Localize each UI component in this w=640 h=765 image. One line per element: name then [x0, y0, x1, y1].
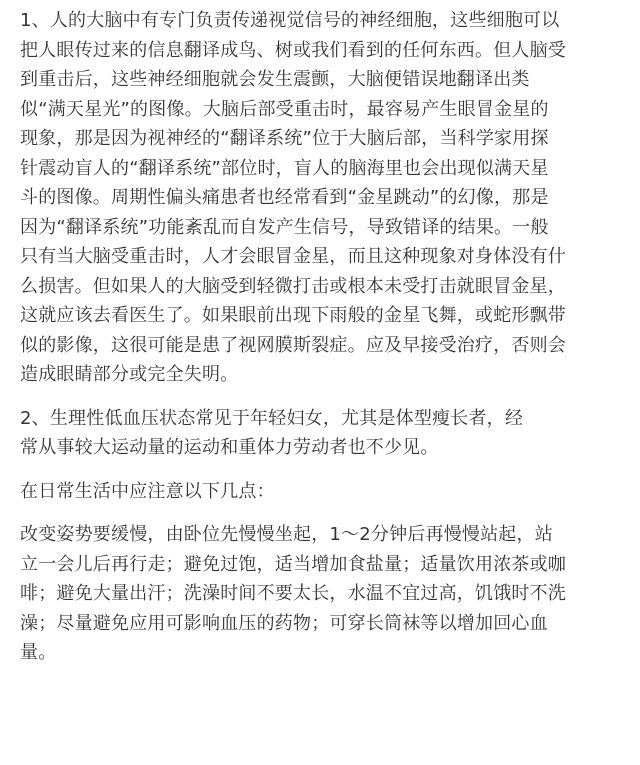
text-line: 立一会儿后再行走；避免过饱，适当增加食盐量；适量饮用浓茶或咖	[20, 553, 566, 575]
paragraph-spacer	[20, 463, 620, 477]
text-line: 常从事较大运动量的运动和重体力劳动者也不少见。	[20, 437, 439, 458]
text-line: 似的影像，这很可能是患了视网膜斯裂症。应及早接受治疗，否则会	[20, 334, 566, 356]
text-line: 量。	[20, 642, 57, 663]
paragraph-daily-tips	[20, 520, 620, 668]
text-line: 只有当大脑受重击时，人才会眼冒金星，而且这种现象对身体没有什	[20, 246, 566, 267]
text-line: 2、生理性低血压状态常见于年轻妇女，尤其是体型瘦长者，经	[20, 407, 524, 429]
text-line: 针震动盲人的“翻译系统”部位时，盲人的脑海里也会出现似满天星	[20, 157, 549, 179]
text-line: 现象，那是因为视神经的“翻译系统”位于大脑后部，当科学家用探	[20, 128, 549, 149]
text-line: 因为“翻译系统”功能紊乱而自发产生信号，导致错译的结果。一般	[20, 216, 549, 238]
text-line: 1、人的大脑中有专门负责传递视觉信号的神经细胞，这些细胞可以	[20, 10, 560, 31]
text-line: 到重击后，这些神经细胞就会发生震颤，大脑便错误地翻译出类	[20, 69, 530, 90]
text-line: 啡；避免大量出汗；洗澡时间不要太长，水温不宜过高，饥饿时不洗	[20, 583, 566, 604]
text-line: 澡；尽量避免应用可影响血压的药物；可穿长筒袜等以增加回心血	[20, 612, 548, 634]
paragraph-low-blood-pressure	[20, 404, 620, 463]
paragraph-daily-notes-heading	[20, 477, 620, 507]
text-line: 改变姿势要缓慢，由卧位先慢慢坐起，1～2分钟后再慢慢站起，站	[20, 524, 553, 545]
paragraph-spacer	[20, 390, 620, 404]
text-line: 把人眼传过来的信息翻译成鸟、树或我们看到的任何东西。但人脑受	[20, 39, 566, 61]
text-line: 斗的图像。周期性偏头痛患者也经常看到“金星跳动”的幻像，那是	[20, 187, 549, 208]
paragraph-brain-stars	[20, 6, 620, 390]
text-line: 似“满天星光”的图像。大脑后部受重击时，最容易产生眼冒金星的	[20, 98, 549, 120]
text-line: 么损害。但如果人的大脑受到轻微打击或根本未受打击就眼冒金星，	[20, 275, 566, 297]
text-line: 这就应该去看医生了。如果眼前出现下雨般的金星飞舞，或蛇形飘带	[20, 305, 566, 326]
paragraph-spacer	[20, 506, 620, 520]
text-line: 造成眼睛部分或完全失明。	[20, 364, 239, 385]
text-line: 在日常生活中应注意以下几点：	[20, 480, 275, 502]
